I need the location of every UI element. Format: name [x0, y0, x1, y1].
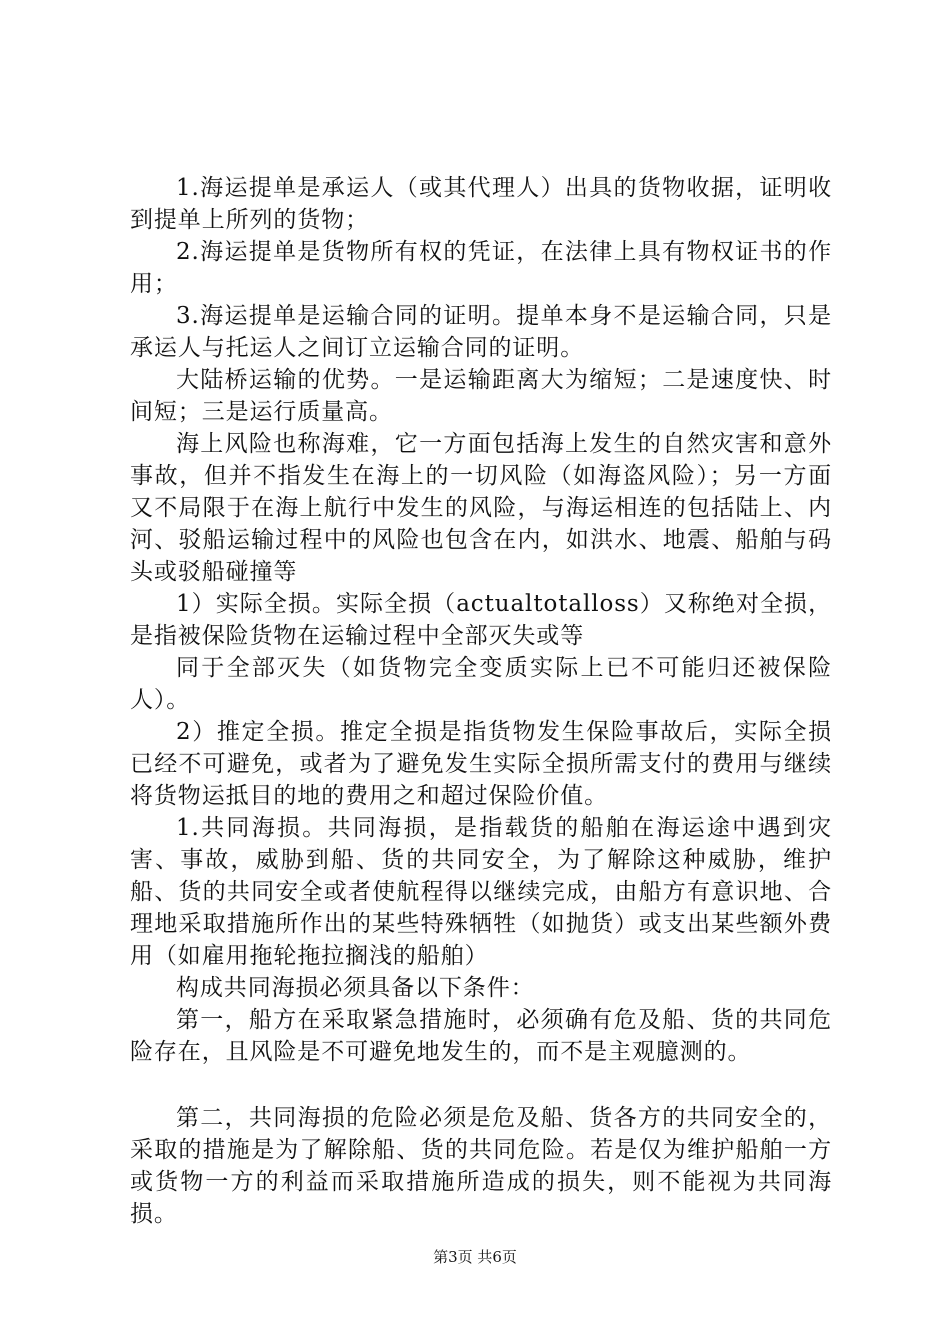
paragraph-land-bridge: 大陆桥运输的优势。一是运输距离大为缩短；二是速度快、时间短；三是运行质量高。: [130, 367, 832, 425]
paragraph-actual-total-loss-cont: 同于全部灭失（如货物完全变质实际上已不可能归还被保险人）。: [130, 655, 832, 713]
paragraph-general-average: 1.共同海损。共同海损，是指载货的船舶在海运途中遇到灾害、事故，威胁到船、货的共同安全，为了解除这种威胁，维护船、货的共同安全或者使航程得以继续完成，由船方有意识地、合理地采取措施所作出的某些特殊牺牲（如抛货）或支出某些额外费用（如雇用拖轮拖拉搁浅的船舶）: [130, 815, 832, 969]
paragraph-bill-of-lading-receipt: 1.海运提单是承运人（或其代理人）出具的货物收据，证明收到提单上所列的货物；: [130, 175, 832, 233]
paragraph-condition-two: 第二，共同海损的危险必须是危及船、货各方的共同安全的，采取的措施是为了解除船、货的共同危险。若是仅为维护船舶一方或货物一方的利益而采取措施所造成的损失，则不能视为共同海损。: [130, 1105, 832, 1227]
paragraph-condition-one: 第一，船方在采取紧急措施时，必须确有危及船、货的共同危险存在，且风险是不可避免地发生的，而不是主观臆测的。: [130, 1007, 832, 1065]
paragraph-constructive-total-loss: 2）推定全损。推定全损是指货物发生保险事故后，实际全损已经不可避免，或者为了避免发生实际全损所需支付的费用与继续将货物运抵目的地的费用之和超过保险价值。: [130, 719, 832, 809]
page-number-footer: 第3页 共6页: [433, 1248, 517, 1266]
paragraph-bill-of-lading-title: 2.海运提单是货物所有权的凭证，在法律上具有物权证书的作用；: [130, 239, 832, 297]
paragraph-actual-total-loss: 1）实际全损。实际全损（actualtotalloss）又称绝对全损，是指被保险货物在运输过程中全部灭失或等: [130, 591, 832, 649]
paragraph-bill-of-lading-contract: 3.海运提单是运输合同的证明。提单本身不是运输合同，只是承运人与托运人之间订立运输合同的证明。: [130, 303, 832, 361]
paragraph-conditions-heading: 构成共同海损必须具备以下条件：: [176, 975, 535, 1001]
paragraph-marine-risk: 海上风险也称海难，它一方面包括海上发生的自然灾害和意外事故，但并不指发生在海上的一切风险（如海盗风险）；另一方面又不局限于在海上航行中发生的风险，与海运相连的包括陆上、内河、驳船运输过程中的风险也包含在内，如洪水、地震、船舶与码头或驳船碰撞等: [130, 431, 832, 585]
document-body: [130, 172, 832, 1230]
